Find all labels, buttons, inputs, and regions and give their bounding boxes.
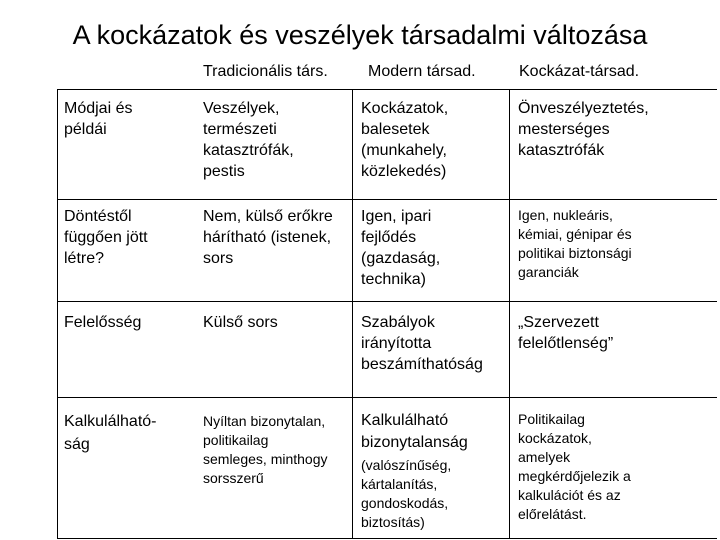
column-divider (509, 89, 510, 539)
row-divider (57, 199, 717, 200)
row-label-decision: Döntéstől függően jött létre? (64, 208, 148, 267)
comparison-table (57, 89, 717, 539)
column-divider (57, 89, 58, 539)
row-label-modes: Módjai és példái (64, 100, 133, 138)
row-divider (57, 301, 717, 302)
cell-traditional-decision: Nem, külső erőkre hárítható (istenek, sors (203, 208, 333, 267)
cell-modern-calculability: Kalkulálható bizonytalanság (361, 412, 468, 451)
cell-modern-responsibility: Szabályok irányította beszámíthatóság (361, 314, 483, 373)
column-header-traditional: Tradicionális társ. (203, 63, 328, 80)
row-divider (57, 397, 717, 398)
page-title: A kockázatok és veszélyek társadalmi változása (72, 20, 648, 50)
cell-risk-responsibility: „Szervezett felelőtlenség” (518, 314, 614, 352)
column-header-modern: Modern társad. (368, 63, 476, 80)
cell-traditional-calculability: Nyíltan bizonytalan, politikailag semleges, minthogy sorsszerű (203, 413, 328, 486)
column-divider (352, 89, 353, 539)
row-divider (57, 89, 717, 90)
row-label-responsibility: Felelősség (64, 314, 142, 331)
cell-risk-modes: Önveszélyeztetés, mesterséges katasztrófák (518, 100, 649, 159)
cell-risk-decision: Igen, nukleáris, kémiai, génipar és politikai biztonsági garanciák (518, 207, 632, 280)
cell-modern-modes: Kockázatok, balesetek (munkahely, közlekedés) (361, 100, 449, 180)
row-label-calculability: Kalkulálható- ság (64, 413, 157, 453)
cell-modern-calculability-detail: (valószínűség, kártalanítás, gondoskodás, biztosítás) (361, 457, 452, 530)
cell-traditional-responsibility: Külső sors (203, 314, 278, 331)
cell-modern-decision: Igen, ipari fejlődés (gazdaság, technika) (361, 208, 441, 288)
table-bottom-border (57, 538, 717, 539)
cell-traditional-modes: Veszélyek, természeti katasztrófák, pestis (203, 100, 294, 180)
cell-risk-calculability: Politikailag kockázatok, amelyek megkérdőjelezik a kalkulációt és az előrelátást. (518, 411, 631, 522)
column-header-risk-society: Kockázat-társad. (519, 63, 640, 80)
